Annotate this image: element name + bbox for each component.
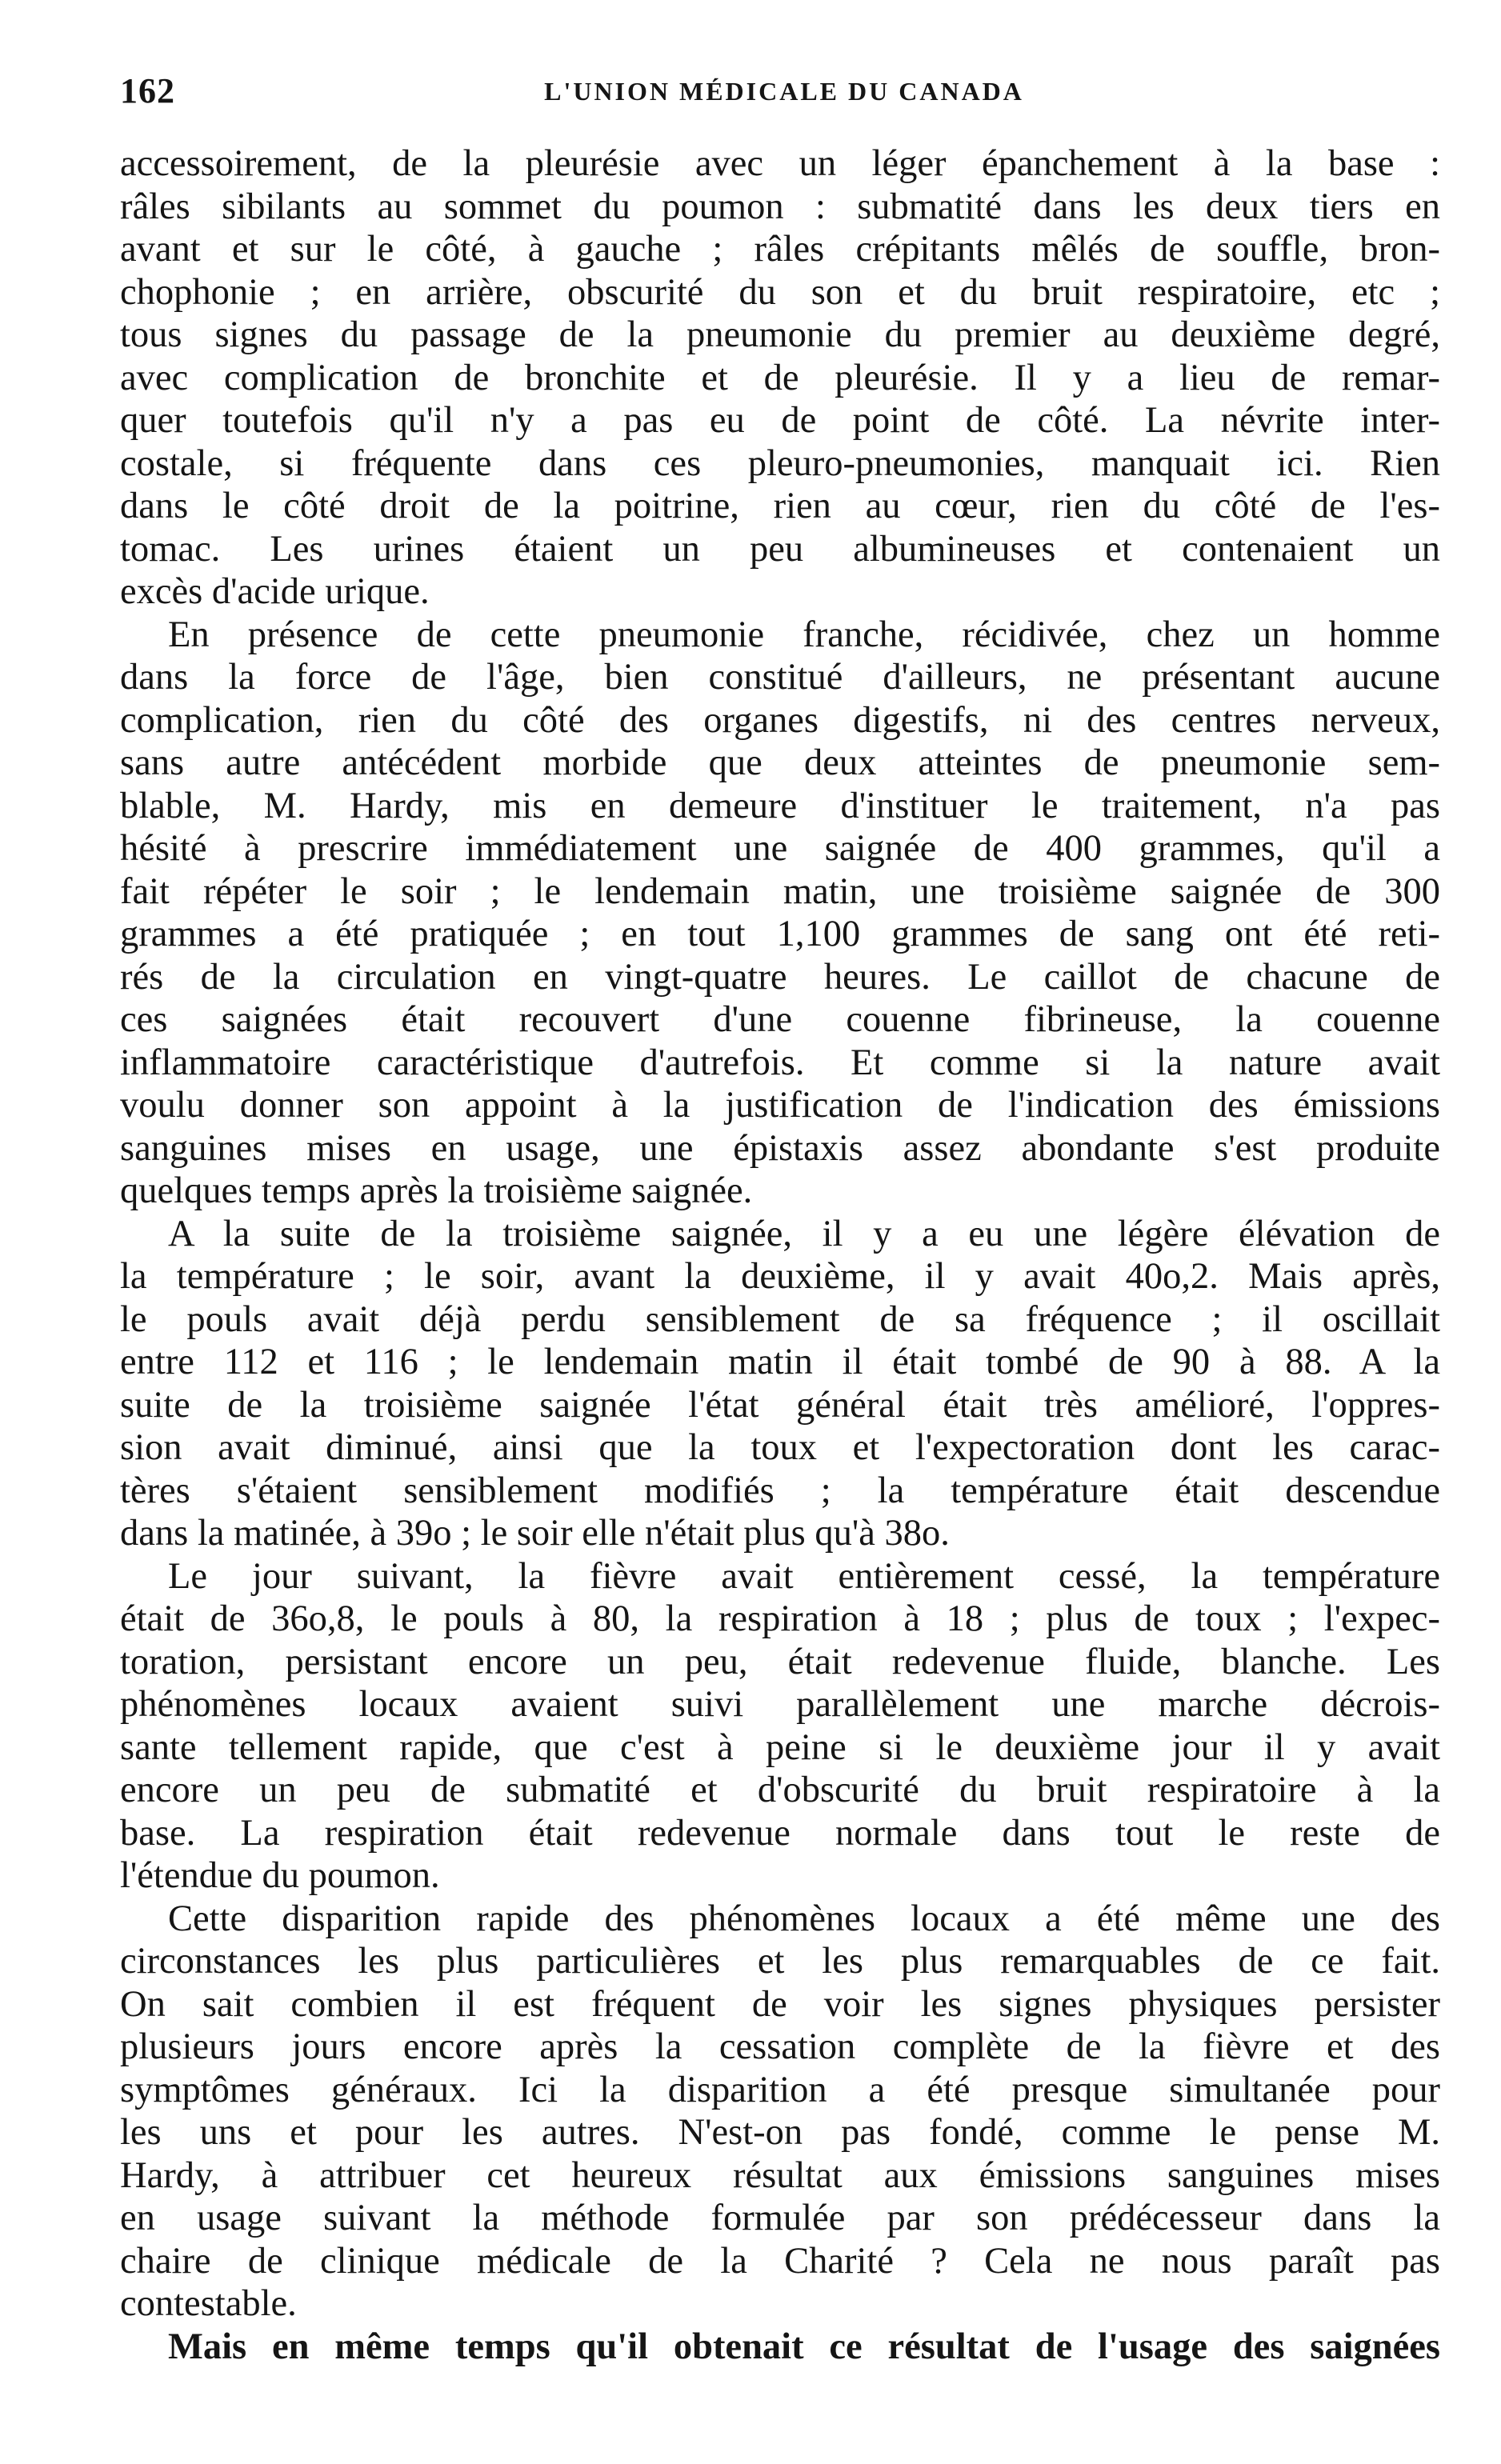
text-line: le pouls avait déjà perdu sensiblement de sa fréquence ; il oscillait [120, 1298, 1440, 1340]
running-head: L'UNION MÉDICALE DU CANADA [544, 77, 1024, 106]
text-line: complication, rien du côté des organes digestifs, ni des centres nerveux, [120, 699, 1440, 741]
text-line: grammes a été pratiquée ; en tout 1,100 grammes de sang ont été reti- [120, 914, 1440, 954]
text-line: la température ; le soir, avant la deuxième, il y avait 40o,2. Mais après, [120, 1256, 1440, 1297]
text-line: base. La respiration était redevenue normale dans tout le reste de [120, 1812, 1440, 1854]
text-line: sion avait diminué, ainsi que la toux et l'expectoration dont les carac- [120, 1427, 1440, 1468]
text-line: les uns et pour les autres. N'est-on pas fondé, comme le pense M. [120, 2112, 1440, 2153]
text-line: chophonie ; en arrière, obscurité du son et du bruit respiratoire, etc ; [120, 271, 1440, 313]
text-line: tous signes du passage de la pneumonie du premier au deuxième degré, [120, 314, 1440, 355]
text-line: circonstances les plus particulières et les plus remarquables de ce fait. [120, 1941, 1440, 1982]
text-line: Cette disparition rapide des phénomènes locaux a été même une des [168, 1898, 1440, 1939]
text-line: A la suite de la troisième saignée, il y a eu une légère élévation de [168, 1213, 1440, 1254]
text-line: avant et sur le côté, à gauche ; râles crépitants mêlés de souffle, bron- [120, 229, 1440, 270]
text-line: En présence de cette pneumonie franche, récidivée, chez un homme [168, 614, 1440, 655]
body-text [120, 142, 1440, 2368]
text-line: hésité à prescrire immédiatement une saignée de 400 grammes, qu'il a [120, 828, 1440, 869]
text-line: l'étendue du poumon. [120, 1855, 440, 1896]
text-line: dans le côté droit de la poitrine, rien au cœur, rien du côté de l'es- [120, 486, 1440, 526]
text-line: en usage suivant la méthode formulée par son prédécesseur dans la [120, 2198, 1440, 2238]
text-line: était de 36o,8, le pouls à 80, la respiration à 18 ; plus de toux ; l'expec- [120, 1598, 1440, 1639]
text-line: quelques temps après la troisième saignée. [120, 1170, 753, 1211]
text-line: ces saignées était recouvert d'une couenne fibrineuse, la couenne [120, 999, 1440, 1040]
text-line: contestable. [120, 2283, 297, 2324]
text-line: encore un peu de submatité et d'obscurité du bruit respiratoire à la [120, 1770, 1440, 1810]
page-header [120, 70, 1448, 118]
text-line: inflammatoire caractéristique d'autrefois. Et comme si la nature avait [120, 1042, 1440, 1083]
text-line: suite de la troisième saignée l'état général était très amélioré, l'oppres- [120, 1384, 1440, 1426]
text-line: râles sibilants au sommet du poumon : submatité dans les deux tiers en [120, 186, 1440, 227]
text-line: dans la force de l'âge, bien constitué d'ailleurs, ne présentant aucune [120, 657, 1440, 698]
text-line: blable, M. Hardy, mis en demeure d'instituer le traitement, n'a pas [120, 785, 1440, 826]
text-line: sante tellement rapide, que c'est à peine si le deuxième jour il y avait [120, 1726, 1440, 1768]
text-line: toration, persistant encore un peu, était redevenue fluide, blanche. Les [120, 1641, 1440, 1682]
text-line: excès d'acide urique. [120, 571, 430, 612]
text-line: avec complication de bronchite et de pleurésie. Il y a lieu de remar- [120, 357, 1440, 398]
text-line: dans la matinée, à 39o ; le soir elle n'était plus qu'à 38o. [120, 1513, 950, 1554]
text-line: costale, si fréquente dans ces pleuro-pneumonies, manquait ici. Rien [120, 442, 1440, 484]
text-line: On sait combien il est fréquent de voir les signes physiques persister [120, 1983, 1440, 2025]
text-line: voulu donner son appoint à la justification de l'indication des émissions [120, 1085, 1440, 1126]
text-line: sans autre antécédent morbide que deux atteintes de pneumonie sem- [120, 742, 1440, 783]
text-line: tomac. Les urines étaient un peu albumineuses et contenaient un [120, 528, 1440, 570]
text-line: Le jour suivant, la fièvre avait entièrement cessé, la température [168, 1555, 1440, 1597]
text-line: phénomènes locaux avaient suivi parallèlement une marche décrois- [120, 1684, 1440, 1725]
text-line: symptômes généraux. Ici la disparition a été presque simultanée pour [120, 2069, 1440, 2110]
text-line: quer toutefois qu'il n'y a pas eu de point de côté. La névrite inter- [120, 400, 1440, 441]
text-line: tères s'étaient sensiblement modifiés ; la température était descendue [120, 1470, 1440, 1511]
text-line: fait répéter le soir ; le lendemain matin, une troisième saignée de 300 [120, 870, 1440, 912]
text-line: plusieurs jours encore après la cessation complète de la fièvre et des [120, 2026, 1440, 2067]
page-number: 162 [120, 71, 175, 110]
text-line: entre 112 et 116 ; le lendemain matin il était tombé de 90 à 88. A la [120, 1342, 1440, 1382]
text-line: Hardy, à attribuer cet heureux résultat aux émissions sanguines mises [120, 2154, 1440, 2196]
text-line: Mais en même temps qu'il obtenait ce résultat de l'usage des saignées [168, 2326, 1440, 2367]
text-line: sanguines mises en usage, une épistaxis assez abondante s'est produite [120, 1127, 1440, 1169]
text-line: chaire de clinique médicale de la Charité ? Cela ne nous paraît pas [120, 2240, 1440, 2282]
text-line: accessoirement, de la pleurésie avec un léger épanchement à la base : [120, 143, 1440, 184]
text-line: rés de la circulation en vingt-quatre heures. Le caillot de chacune de [120, 956, 1440, 998]
